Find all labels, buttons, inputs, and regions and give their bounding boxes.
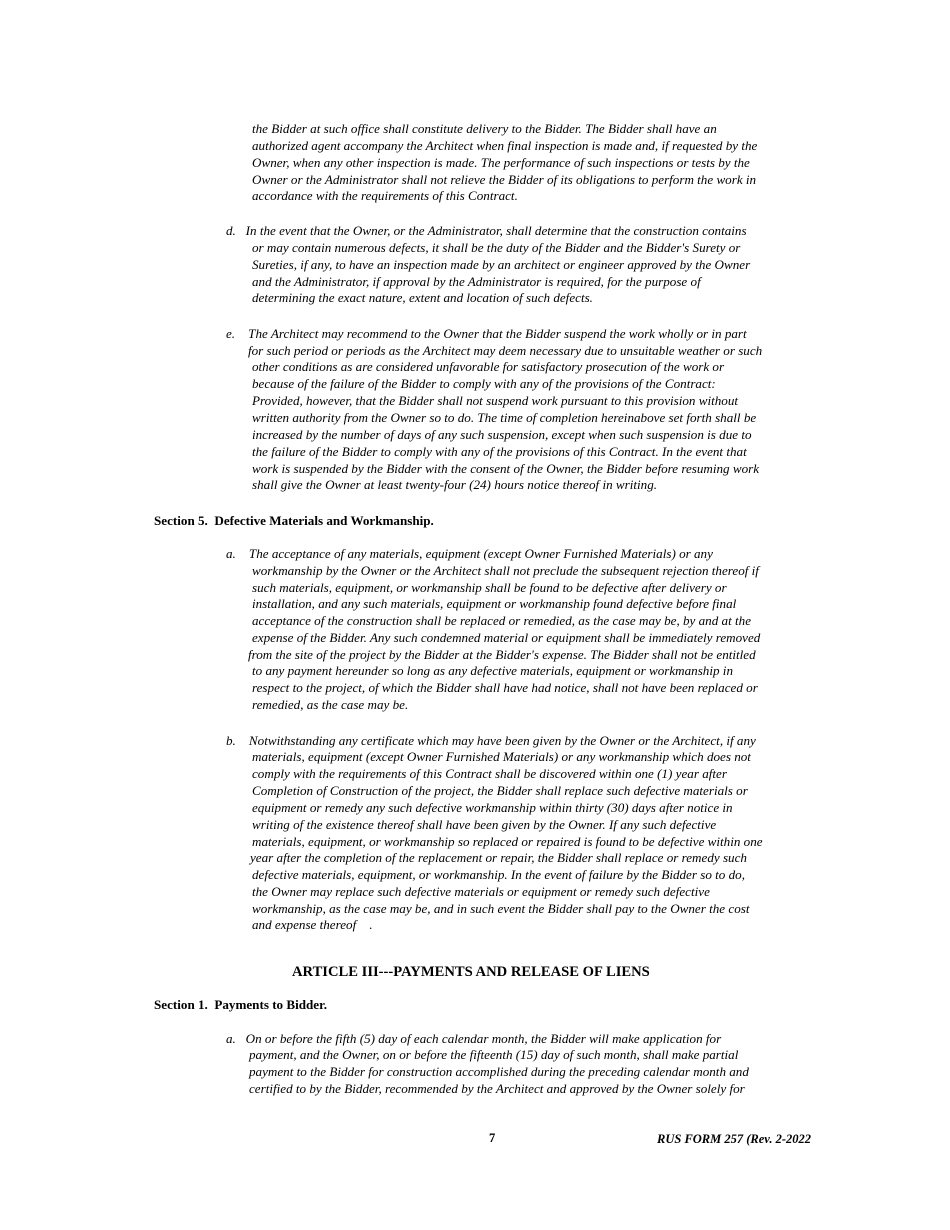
text-line: d. In the event that the Owner, or the Administrator, shall determine that the construction contains <box>226 223 747 238</box>
section-1-heading: Section 1. Payments to Bidder. <box>154 997 328 1012</box>
text-line: equipment or remedy any such defective workmanship within thirty (30) days after notice in <box>252 800 733 815</box>
text-line: to any payment hereunder so long as any defective materials, equipment or workmanship in <box>252 663 733 678</box>
text-line: the Owner may replace such defective materials or equipment or remedy such defective <box>252 884 710 899</box>
text-line: increased by the number of days of any such suspension, except when such suspension is due to <box>252 427 752 442</box>
text-line: certified to by the Bidder, recommended by the Architect and approved by the Owner solely for <box>249 1081 745 1096</box>
text-line: accordance with the requirements of this Contract. <box>252 188 518 203</box>
text-line: or may contain numerous defects, it shall be the duty of the Bidder and the Bidder's Surety or <box>252 240 741 255</box>
page-number: 7 <box>489 1131 496 1145</box>
text-line: from the site of the project by the Bidder at the Bidder's expense. The Bidder shall not be entitled <box>248 647 756 662</box>
section-5-heading: Section 5. Defective Materials and Workmanship. <box>154 513 434 528</box>
text-line: determining the exact nature, extent and location of such defects. <box>252 290 593 305</box>
text-line: expense of the Bidder. Any such condemned material or equipment shall be immediately removed <box>252 630 761 645</box>
text-line: remedied, as the case may be. <box>252 697 409 712</box>
text-line: Sureties, if any, to have an inspection made by an architect or engineer approved by the Owner <box>252 257 751 272</box>
text-line: and expense thereof . <box>252 917 373 932</box>
text-line: Completion of Construction of the project, the Bidder shall replace such defective materials or <box>252 783 748 798</box>
text-line: writing of the existence thereof shall have been given by the Owner. If any such defective <box>252 817 717 832</box>
text-line: year after the completion of the replacement or repair, the Bidder shall replace or remedy such <box>250 850 747 865</box>
text-line: Owner or the Administrator shall not relieve the Bidder of its obligations to perform the work in <box>252 172 757 187</box>
text-line: materials, equipment, or workmanship so replaced or repaired is found to be defective within one <box>252 834 763 849</box>
article-3-heading: ARTICLE III---PAYMENTS AND RELEASE OF LIENS <box>292 964 650 980</box>
text-line: work is suspended by the Bidder with the consent of the Owner, the Bidder before resuming work <box>252 461 760 476</box>
text-line: installation, and any such materials, equipment or workmanship found defective before final <box>252 596 737 611</box>
text-line: workmanship, as the case may be, and in such event the Bidder shall pay to the Owner the cost <box>252 901 750 916</box>
text-line: written authority from the Owner so to do. The time of completion hereinabove set forth shall be <box>252 410 757 425</box>
text-line: comply with the requirements of this Contract shall be discovered within one (1) year after <box>252 766 727 781</box>
text-line: Provided, however, that the Bidder shall not suspend work pursuant to this provision without <box>252 393 739 408</box>
text-line: payment, and the Owner, on or before the fifteenth (15) day of such month, shall make partial <box>249 1047 739 1062</box>
text-line: because of the failure of the Bidder to comply with any of the provisions of the Contract: <box>252 376 716 391</box>
text-line: other conditions as are considered unfavorable for satisfactory prosecution of the work or <box>252 359 725 374</box>
text-line: materials, equipment (except Owner Furnished Materials) or any workmanship which does not <box>252 749 751 764</box>
text-line: acceptance of the construction shall be replaced or remedied, as the case may be, by and at the <box>252 613 752 628</box>
text-line: Owner, when any other inspection is made. The performance of such inspections or tests by the <box>252 155 750 170</box>
text-line: workmanship by the Owner or the Architect shall not preclude the subsequent rejection thereof if <box>252 563 759 578</box>
text-line: a. On or before the fifth (5) day of each calendar month, the Bidder will make application for <box>226 1031 722 1046</box>
text-line: the Bidder at such office shall constitute delivery to the Bidder. The Bidder shall have an <box>252 121 717 136</box>
text-line: authorized agent accompany the Architect when final inspection is made and, if requested by the <box>252 138 758 153</box>
text-line: respect to the project, of which the Bidder shall have had notice, shall not have been replaced or <box>252 680 758 695</box>
text-line: for such period or periods as the Architect may deem necessary due to unsuitable weather or such <box>248 343 763 358</box>
text-line: payment to the Bidder for construction accomplished during the preceding calendar month and <box>249 1064 749 1079</box>
text-line: and the Administrator, if approval by the Administrator is required, for the purpose of <box>252 274 701 289</box>
text-line: a. The acceptance of any materials, equipment (except Owner Furnished Materials) or any <box>226 546 713 561</box>
text-line: shall give the Owner at least twenty-four (24) hours notice thereof in writing. <box>252 477 658 492</box>
text-line: b. Notwithstanding any certificate which may have been given by the Owner or the Architect, if any <box>226 733 756 748</box>
text-line: e. The Architect may recommend to the Owner that the Bidder suspend the work wholly or in part <box>226 326 747 341</box>
form-identifier: RUS FORM 257 (Rev. 2-2022 <box>657 1132 812 1146</box>
text-line: defective materials, equipment, or workmanship. In the event of failure by the Bidder so to do, <box>252 867 745 882</box>
text-line: the failure of the Bidder to comply with any of the provisions of this Contract. In the event that <box>252 444 747 459</box>
text-line: such materials, equipment, or workmanship shall be found to be defective after delivery or <box>252 580 727 595</box>
